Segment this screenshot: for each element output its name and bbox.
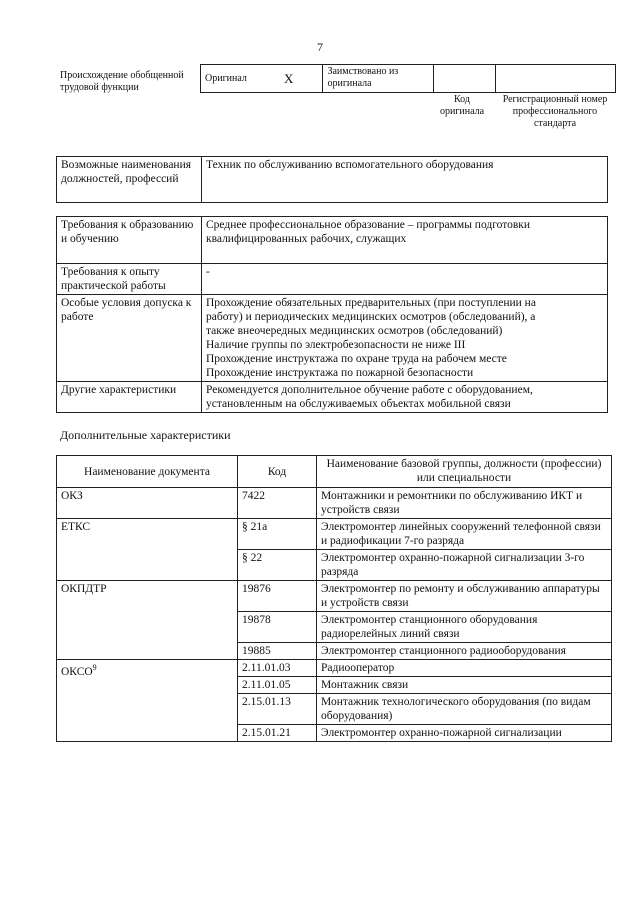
name-cell: Электромонтер линейных сооружений телефонной связи и радиофикации 7-го разряда (317, 519, 612, 550)
footnote-mark: 9 (92, 663, 97, 672)
code-cell: 2.11.01.03 (238, 660, 317, 677)
origin-label: Происхождение обобщенной трудовой функции (60, 70, 184, 93)
name-cell: Радиооператор (317, 660, 612, 677)
code-cell: § 22 (238, 550, 317, 581)
code-cell: 19885 (238, 643, 317, 660)
doc-cell: ОКЗ (57, 488, 238, 519)
other-line: установленным на обслуживаемых объектах мобильной связи (206, 398, 511, 410)
conditions-label: Особые условия допуска к работе (57, 295, 202, 382)
original-label: Оригинал (201, 65, 280, 93)
education-line: квалифицированных рабочих, служащих (206, 233, 407, 245)
education-line: Среднее профессиональное образование – программы подготовки (206, 219, 531, 231)
borrowed-label: Заимствовано из оригинала (323, 65, 433, 93)
name-cell: Электромонтер охранно-пожарной сигнализации 3-го разряда (317, 550, 612, 581)
code-cell: 2.11.01.05 (238, 677, 317, 694)
name-cell: Электромонтер охранно-пожарной сигнализации (317, 725, 612, 742)
code-cell: 19876 (238, 581, 317, 612)
origin-table (200, 64, 616, 93)
code-cell: § 21а (238, 519, 317, 550)
conditions-line: работу) и периодических медицинских осмотров (обследований), а (206, 311, 536, 323)
other-label: Другие характеристики (57, 382, 202, 413)
conditions-line: Прохождение инструктажа по пожарной безопасности (206, 367, 474, 379)
code-original-cell (433, 65, 495, 93)
header-name: Наименование базовой группы, должности (профессии) или специальности (317, 456, 612, 488)
code-cell: 19878 (238, 612, 317, 643)
code-cell: 7422 (238, 488, 317, 519)
name-cell: Монтажник связи (317, 677, 612, 694)
experience-label: Требования к опыту практической работы (57, 264, 202, 295)
name-cell: Электромонтер станционного оборудования радиорелейных линий связи (317, 612, 612, 643)
page-number: 7 (317, 40, 323, 54)
positions-label: Возможные наименования должностей, профессий (57, 157, 202, 203)
name-cell: Электромонтер станционного радиооборудования (317, 643, 612, 660)
other-line: Рекомендуется дополнительное обучение работе с оборудованием, (206, 384, 533, 396)
name-cell: Монтажник технологического оборудования (по видам оборудования) (317, 694, 612, 725)
positions-value: Техник по обслуживанию вспомогательного оборудования (202, 157, 608, 203)
experience-value: - (202, 264, 608, 295)
name-cell: Электромонтер по ремонту и обслуживанию аппаратуры и устройств связи (317, 581, 612, 612)
requirements-table (56, 216, 608, 413)
header-code: Код (238, 456, 317, 488)
additional-heading: Дополнительные характеристики (60, 428, 231, 442)
okso-label: ОКСО (61, 665, 93, 678)
reg-number-cell (495, 65, 615, 93)
conditions-line: Прохождение обязательных предварительных (при поступлении на (206, 297, 536, 309)
conditions-line: также внеочередных медицинских осмотров (обследований) (206, 325, 503, 337)
code-original-caption: Код оригинала (439, 94, 485, 117)
reg-number-caption: Регистрационный номер профессионального стандарта (502, 94, 608, 129)
doc-cell (57, 660, 238, 742)
code-cell: 2.15.01.21 (238, 725, 317, 742)
positions-table (56, 156, 608, 203)
header-document: Наименование документа (57, 456, 238, 488)
original-mark: X (280, 65, 323, 93)
code-cell: 2.15.01.13 (238, 694, 317, 725)
conditions-line: Прохождение инструктажа по охране труда на рабочем месте (206, 353, 507, 365)
name-cell: Монтажники и ремонтники по обслуживанию ИКТ и устройств связи (317, 488, 612, 519)
additional-table (56, 455, 612, 742)
doc-cell: ЕТКС (57, 519, 238, 581)
conditions-line: Наличие группы по электробезопасности не ниже III (206, 339, 466, 351)
education-label: Требования к образованию и обучению (57, 217, 202, 264)
doc-cell: ОКПДТР (57, 581, 238, 660)
